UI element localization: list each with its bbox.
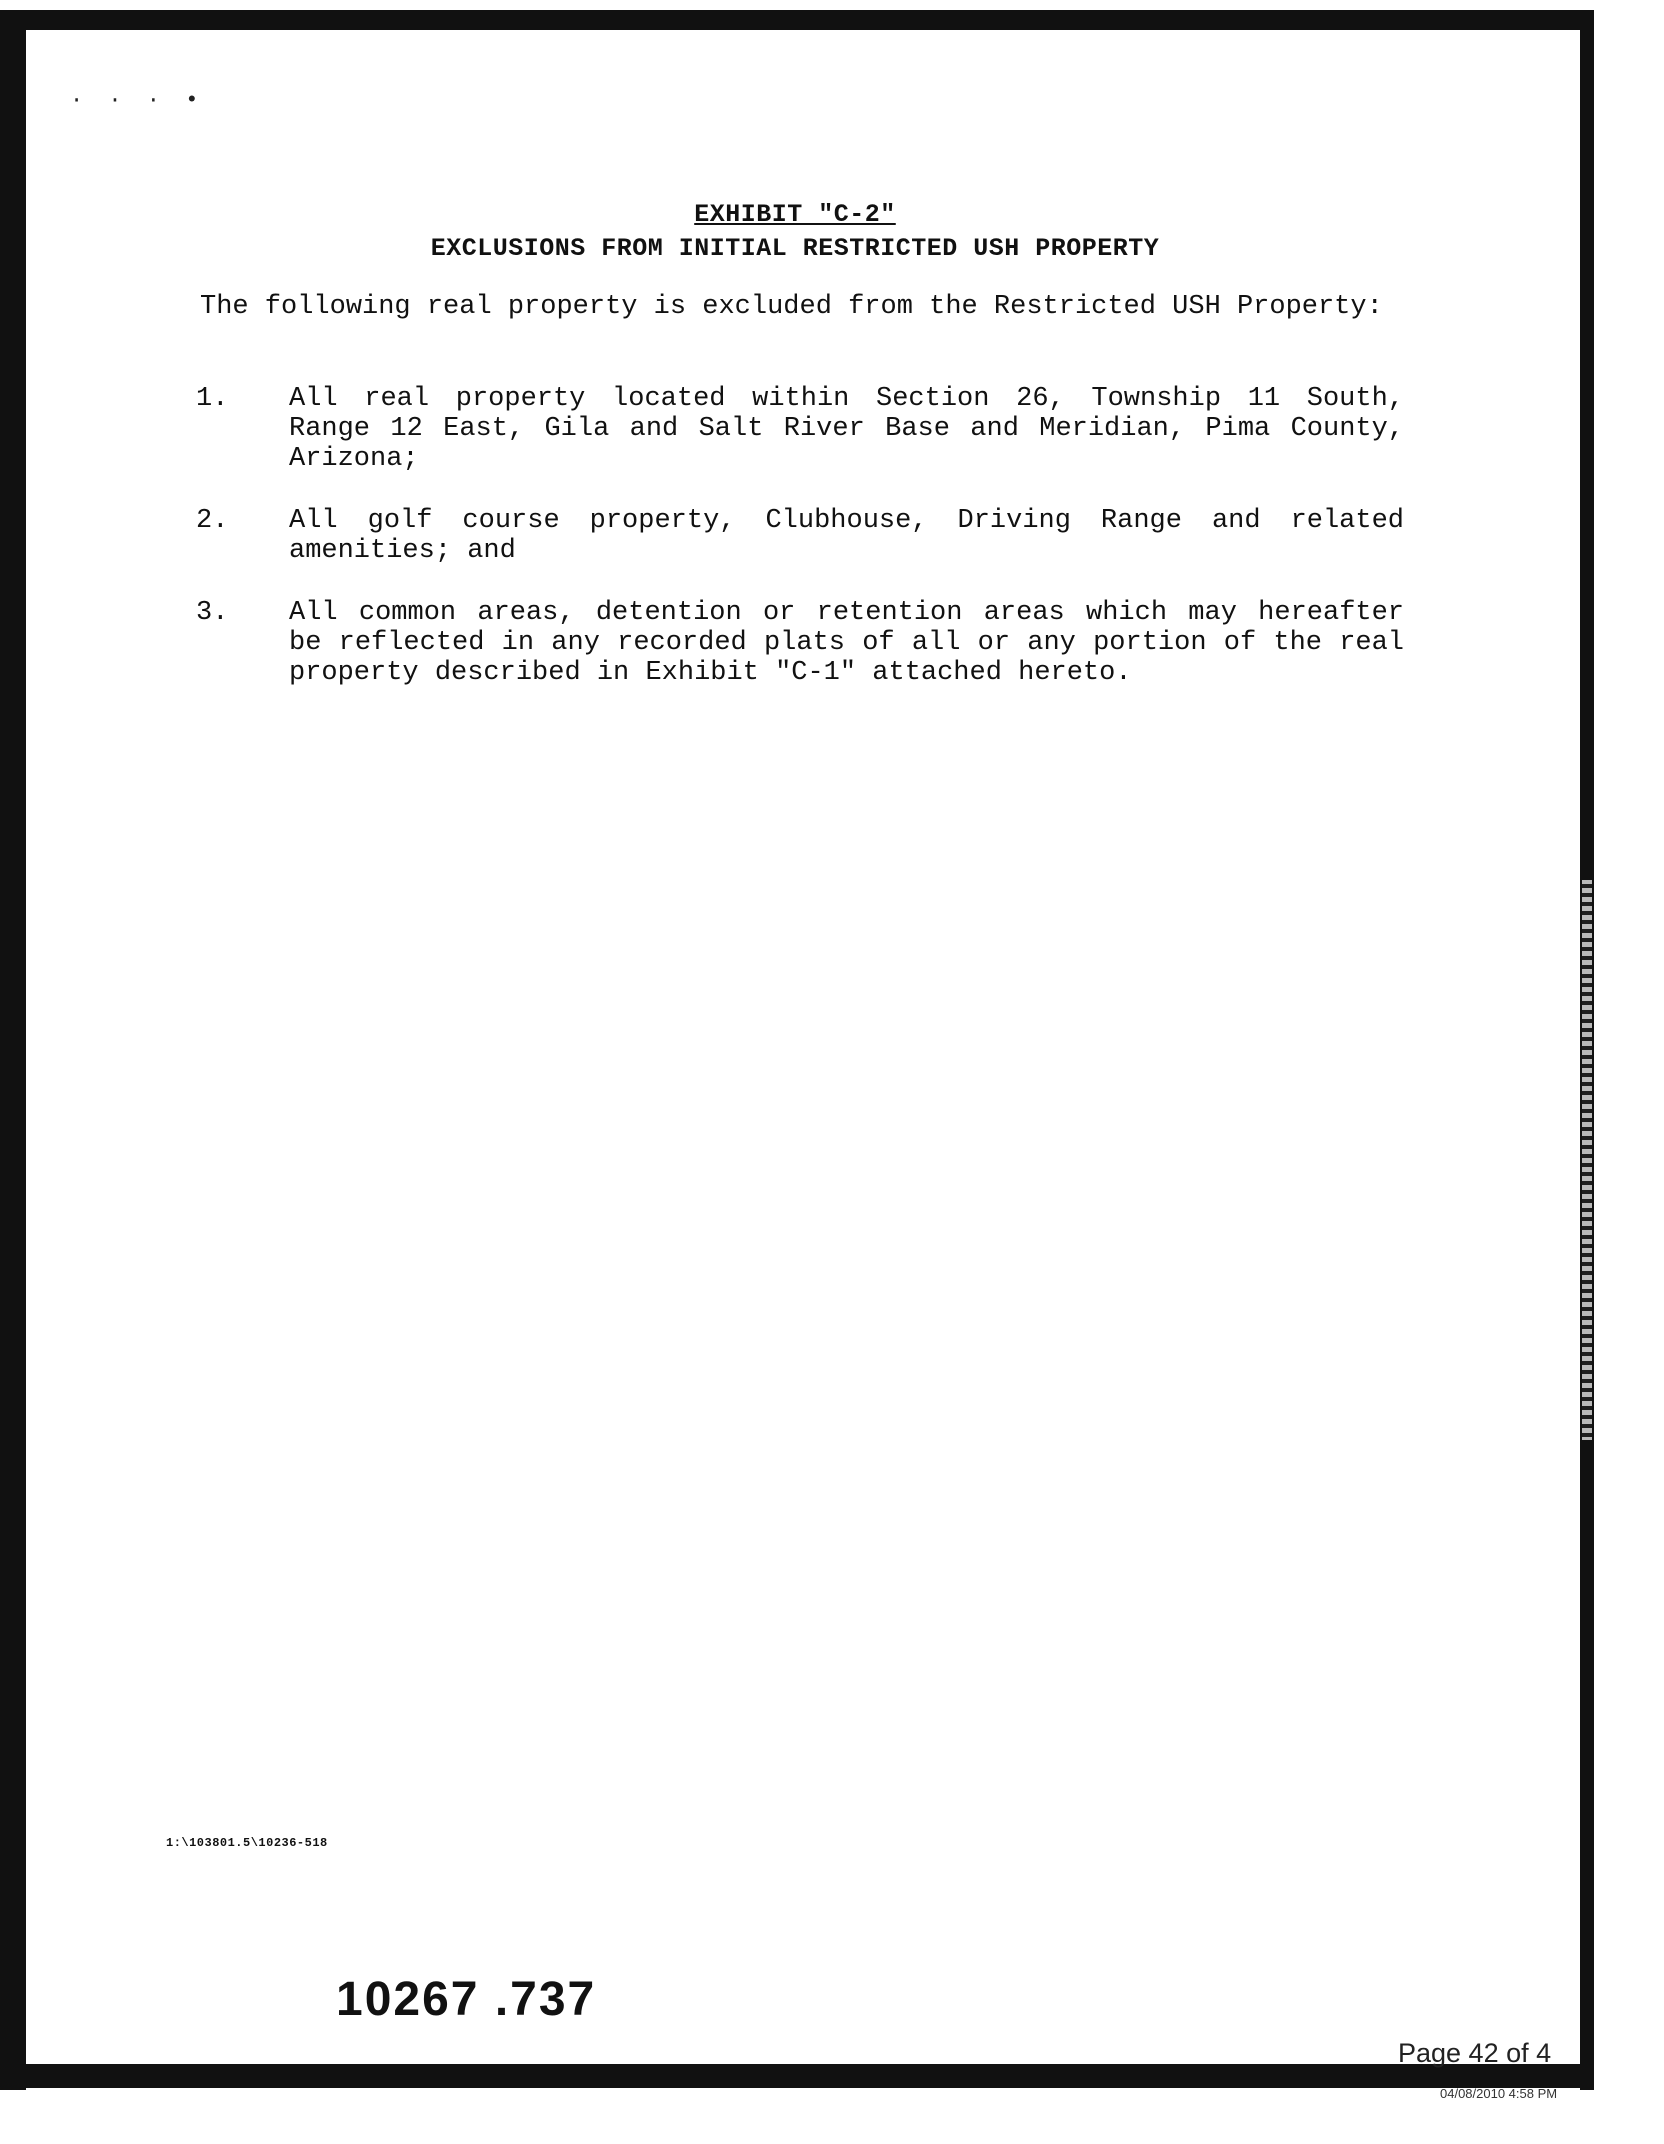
list-item-text: All golf course property, Clubhouse, Driving Range and related amenities; and [289, 506, 1404, 566]
scan-border-bottom [0, 2064, 1594, 2088]
list-item [196, 384, 1406, 474]
document-path: 1:\103801.5\10236-518 [166, 1836, 328, 1850]
list-item-text: All common areas, detention or retention areas which may hereafter be reflected in any recorded plats of all or any portion of the real property described in Exhibit "C-1" attached hereto. [289, 598, 1404, 688]
timestamp: 04/08/2010 4:58 PM [1440, 2086, 1558, 2101]
page-number: Page 42 of 4 [1398, 2038, 1552, 2068]
scan-noise [1582, 880, 1592, 1440]
record-number: 10267 .737 [336, 1973, 597, 2026]
scan-border-top [0, 10, 1590, 30]
scan-border-left [0, 10, 26, 2090]
scan-specks: · · · • [70, 88, 205, 113]
list-item [196, 598, 1406, 688]
intro-paragraph: The following real property is excluded from the Restricted USH Property: [200, 292, 1383, 322]
list-item-number: 2. [196, 506, 229, 536]
exhibit-title: EXHIBIT "C-2" [694, 200, 896, 229]
list-item-number: 3. [196, 598, 229, 628]
list-item-number: 1. [196, 384, 229, 414]
list-item-text: All real property located within Section 26, Township 11 South, Range 12 East, Gila and Salt River Base and Meridian, Pima County, Arizona; [289, 384, 1404, 474]
list-item [196, 506, 1406, 566]
exhibit-subtitle: EXCLUSIONS FROM INITIAL RESTRICTED USH PROPERTY [430, 234, 1160, 263]
